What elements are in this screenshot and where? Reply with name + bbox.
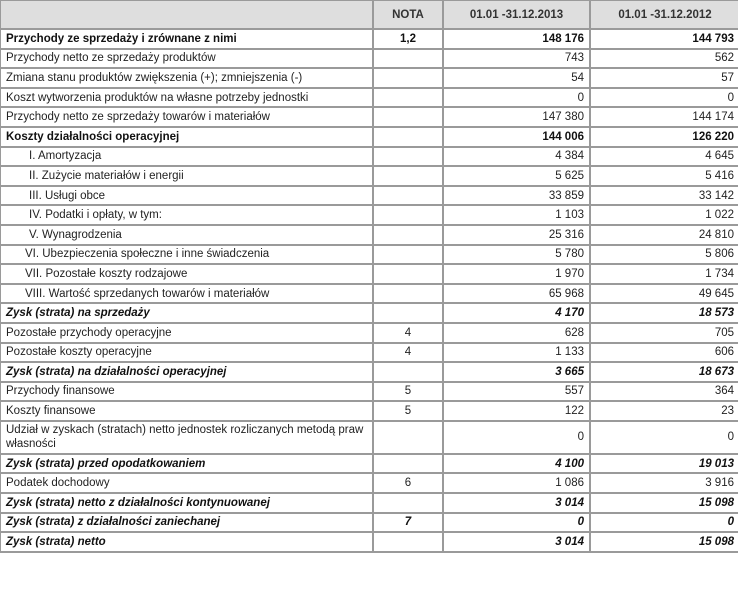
row-value-2013: 5 780: [443, 245, 590, 265]
row-value-2012: 0: [590, 513, 738, 533]
row-value-2013: 4 384: [443, 147, 590, 167]
row-label: Przychody ze sprzedaży i zrównane z nimi: [0, 29, 373, 49]
row-nota: 1,2: [373, 29, 443, 49]
row-nota: 7: [373, 513, 443, 533]
row-label: Przychody finansowe: [0, 382, 373, 402]
row-nota: 5: [373, 401, 443, 421]
row-nota: [373, 454, 443, 474]
row-nota: [373, 284, 443, 304]
row-nota: [373, 245, 443, 265]
row-value-2013: 1 970: [443, 264, 590, 284]
table-row: [0, 454, 738, 474]
row-value-2013: 65 968: [443, 284, 590, 304]
row-nota: 4: [373, 343, 443, 363]
table-row: [0, 513, 738, 533]
row-value-2013: 0: [443, 513, 590, 533]
row-nota: [373, 303, 443, 323]
row-nota: 6: [373, 473, 443, 493]
row-label: IV. Podatki i opłaty, w tym:: [0, 205, 373, 225]
row-value-2012: 19 013: [590, 454, 738, 474]
row-label: II. Zużycie materiałów i energii: [0, 166, 373, 186]
row-value-2012: 1 022: [590, 205, 738, 225]
row-label: V. Wynagrodzenia: [0, 225, 373, 245]
row-value-2013: 5 625: [443, 166, 590, 186]
header-period-2013: 01.01 -31.12.2013: [443, 0, 590, 29]
row-value-2013: 3 014: [443, 493, 590, 513]
row-value-2012: 18 573: [590, 303, 738, 323]
row-value-2013: 1 103: [443, 205, 590, 225]
row-nota: [373, 225, 443, 245]
row-value-2012: 562: [590, 49, 738, 69]
row-nota: [373, 493, 443, 513]
header-row: [0, 0, 738, 29]
row-label: Zysk (strata) na działalności operacyjnej: [0, 362, 373, 382]
row-value-2012: 18 673: [590, 362, 738, 382]
row-value-2013: 148 176: [443, 29, 590, 49]
table-row: [0, 186, 738, 206]
header-nota: NOTA: [373, 0, 443, 29]
row-label: Koszt wytworzenia produktów na własne potrzeby jednostki: [0, 88, 373, 108]
table-row: [0, 68, 738, 88]
row-nota: 4: [373, 323, 443, 343]
row-value-2012: 0: [590, 421, 738, 454]
row-value-2013: 0: [443, 421, 590, 454]
table-row: [0, 493, 738, 513]
row-nota: [373, 147, 443, 167]
row-label: Zysk (strata) przed opodatkowaniem: [0, 454, 373, 474]
row-label: Zysk (strata) na sprzedaży: [0, 303, 373, 323]
row-value-2013: 144 006: [443, 127, 590, 147]
row-value-2012: 144 793: [590, 29, 738, 49]
row-nota: [373, 186, 443, 206]
row-value-2012: 24 810: [590, 225, 738, 245]
row-label: VI. Ubezpieczenia społeczne i inne świadczenia: [0, 245, 373, 265]
table-row: [0, 29, 738, 49]
row-label: Zysk (strata) netto z działalności kontynuowanej: [0, 493, 373, 513]
table-row: [0, 225, 738, 245]
table-row: [0, 88, 738, 108]
row-label: VIII. Wartość sprzedanych towarów i materiałów: [0, 284, 373, 304]
row-value-2012: 5 416: [590, 166, 738, 186]
row-value-2012: 126 220: [590, 127, 738, 147]
row-nota: [373, 88, 443, 108]
row-label: Koszty działalności operacyjnej: [0, 127, 373, 147]
row-value-2013: 743: [443, 49, 590, 69]
table-row: [0, 532, 738, 552]
row-value-2012: 1 734: [590, 264, 738, 284]
table-row: [0, 303, 738, 323]
table-row: [0, 362, 738, 382]
row-value-2012: 5 806: [590, 245, 738, 265]
row-value-2012: 15 098: [590, 532, 738, 552]
table-row: [0, 49, 738, 69]
row-value-2013: 122: [443, 401, 590, 421]
row-label: Przychody netto ze sprzedaży towarów i materiałów: [0, 107, 373, 127]
row-label: I. Amortyzacja: [0, 147, 373, 167]
row-value-2013: 33 859: [443, 186, 590, 206]
row-nota: [373, 49, 443, 69]
row-value-2012: 144 174: [590, 107, 738, 127]
table-row: [0, 205, 738, 225]
row-value-2013: 0: [443, 88, 590, 108]
table-body: [0, 29, 738, 552]
table-row: [0, 107, 738, 127]
table-row: [0, 323, 738, 343]
row-value-2012: 49 645: [590, 284, 738, 304]
table-row: [0, 343, 738, 363]
row-nota: [373, 127, 443, 147]
table-row: [0, 401, 738, 421]
row-label: Pozostałe koszty operacyjne: [0, 343, 373, 363]
row-value-2013: 557: [443, 382, 590, 402]
row-label: Pozostałe przychody operacyjne: [0, 323, 373, 343]
table-row: [0, 421, 738, 454]
row-nota: [373, 421, 443, 454]
row-value-2012: 23: [590, 401, 738, 421]
table-row: [0, 245, 738, 265]
row-value-2013: 3 665: [443, 362, 590, 382]
row-label: Podatek dochodowy: [0, 473, 373, 493]
row-label: Przychody netto ze sprzedaży produktów: [0, 49, 373, 69]
row-label: Udział w zyskach (stratach) netto jednostek rozliczanych metodą praw własności: [0, 421, 373, 454]
header-label: [0, 0, 373, 29]
table-row: [0, 382, 738, 402]
table-row: [0, 147, 738, 167]
row-nota: [373, 166, 443, 186]
row-value-2013: 1 133: [443, 343, 590, 363]
row-value-2013: 4 170: [443, 303, 590, 323]
table-row: [0, 284, 738, 304]
row-value-2013: 54: [443, 68, 590, 88]
row-nota: [373, 532, 443, 552]
row-label: Zysk (strata) netto: [0, 532, 373, 552]
row-value-2012: 33 142: [590, 186, 738, 206]
row-label: VII. Pozostałe koszty rodzajowe: [0, 264, 373, 284]
table-row: [0, 264, 738, 284]
table-row: [0, 127, 738, 147]
row-value-2012: 3 916: [590, 473, 738, 493]
row-nota: [373, 264, 443, 284]
row-value-2013: 147 380: [443, 107, 590, 127]
row-value-2012: 15 098: [590, 493, 738, 513]
row-value-2012: 0: [590, 88, 738, 108]
row-label: Zmiana stanu produktów zwiększenia (+); zmniejszenia (-): [0, 68, 373, 88]
row-label: Zysk (strata) z działalności zaniechanej: [0, 513, 373, 533]
row-value-2013: 3 014: [443, 532, 590, 552]
row-value-2012: 705: [590, 323, 738, 343]
row-nota: [373, 362, 443, 382]
table-row: [0, 473, 738, 493]
row-nota: [373, 107, 443, 127]
row-value-2013: 4 100: [443, 454, 590, 474]
header-period-2012: 01.01 -31.12.2012: [590, 0, 738, 29]
row-value-2012: 57: [590, 68, 738, 88]
row-value-2013: 25 316: [443, 225, 590, 245]
row-value-2013: 628: [443, 323, 590, 343]
row-nota: 5: [373, 382, 443, 402]
row-value-2012: 364: [590, 382, 738, 402]
row-value-2012: 606: [590, 343, 738, 363]
row-value-2012: 4 645: [590, 147, 738, 167]
row-value-2013: 1 086: [443, 473, 590, 493]
row-nota: [373, 68, 443, 88]
table-row: [0, 166, 738, 186]
row-label: Koszty finansowe: [0, 401, 373, 421]
row-label: III. Usługi obce: [0, 186, 373, 206]
row-nota: [373, 205, 443, 225]
